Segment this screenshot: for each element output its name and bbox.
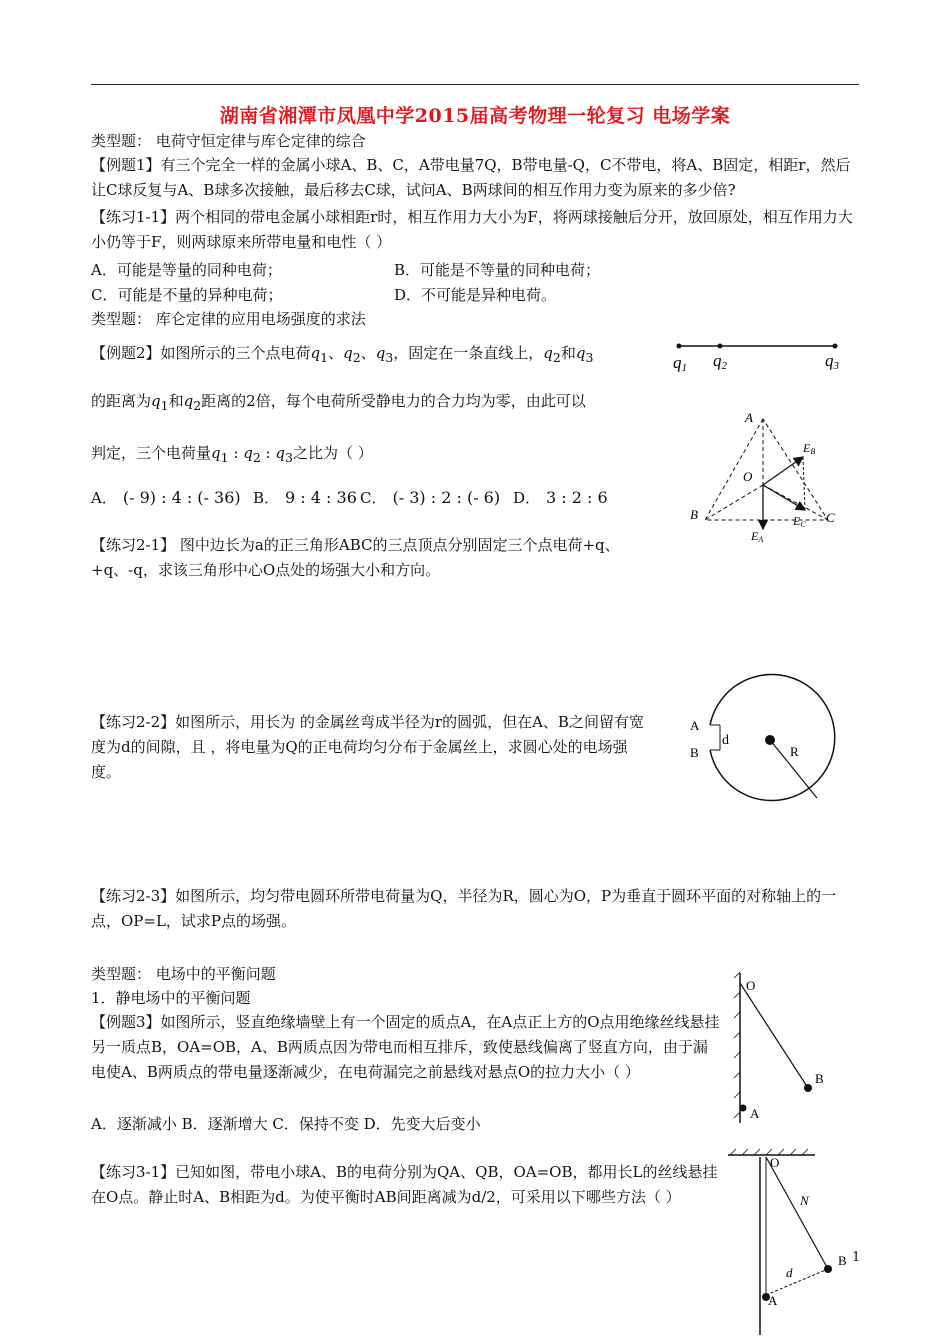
type-heading-2: 类型题： 库仑定律的应用电场强度的求法 [91, 310, 366, 328]
vertex-c-label: C [826, 510, 835, 525]
page-title: 湖南省湘潭市凤凰中学2015届高考物理一轮复习 电场学案 [219, 105, 731, 127]
option-c: C．可能是不量的异种电荷； [91, 286, 283, 304]
option-a: A．可能是等量的同种电荷； [91, 261, 282, 279]
choice-d: D． 3 : 2 : 6 [513, 488, 608, 507]
ball-b-label-2: B [838, 1253, 847, 1268]
practice-2-1: 【练习2-1】 图中边长为a的正三角形ABC的三点顶点分别固定三个点电荷+q、+q、-q，求该三角形中心O点处的场强大小和方向。 [91, 536, 620, 579]
vertex-a-label: A [745, 410, 753, 425]
type-heading-1: 类型题： 电荷守恒定律与库仑定律的综合 [91, 132, 366, 150]
q3-label: q3 [825, 351, 839, 372]
practice-1-1: 【练习1-1】两个相同的带电金属小球相距r时，相互作用力大小为F，将两球接触后分开，放回原处，相互作用力大小仍等于F，则两球原来所带电量和电性（ ） [91, 208, 853, 251]
vertex-b-label: B [690, 507, 698, 522]
practice-2-2: 【练习2-2】如图所示，用长为 的金属丝弯成半径为r的圆弧，但在A、B之间留有宽度为d的间隙，且 ，将电量为Q的正电荷均匀分布于金属丝上，求圆心处的电场强度。 [91, 713, 644, 781]
page-number: 1 [852, 1250, 861, 1265]
circle-arc-figure [680, 670, 850, 815]
type-heading-3: 类型题： 电场中的平衡问题 [91, 965, 276, 983]
choice-b: B． 9 : 4 : 36 [253, 488, 357, 507]
q1-label: q1 [673, 353, 687, 374]
point-b-label: B [690, 745, 699, 760]
triangle-field-figure [685, 405, 855, 550]
ea-label: EA [751, 529, 764, 544]
wall-pendulum-figure-1 [720, 968, 830, 1128]
example-3-options: A．逐渐减小 B．逐渐增大 C．保持不变 D．先变大后变小 [91, 1115, 481, 1133]
example-1: 【例题1】有三个完全一样的金属小球A、B、C，A带电量7Q，B带电量-Q，C不带电，将A、B固定，相距r，然后让C球反复与A、B球多次接触，最后移去C球，试问A、B两球间的相互作用力变为原来的多少倍? [91, 156, 851, 199]
ec-label: EC [793, 514, 806, 529]
ball-b-label: B [815, 1071, 824, 1086]
q2-label: q2 [713, 351, 727, 372]
example-2-line-3: 判定，三个电荷量$q_1$ : $q_2$ : $q_3$之比为（ ） [91, 444, 373, 465]
example-3: 【例题3】如图所示，竖直绝缘墙壁上有一个固定的质点A，在A点正上方的O点用绝缘丝线悬挂另一质点B，OA=OB，A、B两质点因为带电而相互排斥，致使悬线偏离了竖直方向，由于漏电使A、B两质点的带电量逐渐减少，在电荷漏完之前悬线对悬点O的拉力大小（ ） [91, 1013, 720, 1081]
radius-r-label: R [790, 744, 799, 759]
choice-c: C． (- 3) : 2 : (- 6) [360, 488, 501, 507]
pivot-o-label: O [746, 978, 756, 993]
choice-a: A． (- 9) : 4 : (- 36) [91, 488, 241, 507]
eb-label: EB [803, 441, 816, 456]
line-charges-figure [665, 330, 855, 380]
center-o-label: O [743, 469, 753, 484]
wall-pendulum-figure-2 [720, 1145, 850, 1340]
distance-d-label: d [786, 1265, 793, 1280]
option-b: B．可能是不等量的同种电荷； [394, 261, 601, 279]
ball-a-label: A [750, 1106, 760, 1121]
point-a-label: A [690, 718, 700, 733]
ball-a-label-2: A [768, 1293, 778, 1308]
sub-heading-3-1: 1．静电场中的平衡问题 [91, 989, 251, 1007]
top-rule [91, 84, 859, 85]
example-2-line-2: 的距离为$q_1$和$q_2$距离的2倍，每个电荷所受静电力的合力均为零，由此可以 [91, 392, 586, 413]
example-2-line-1: 【例题2】如图所示的三个点电荷$q_1$、$q_2$、$q_3$，固定在一条直线上，$q_2$和$q_3$ [91, 344, 594, 365]
pivot-o-label-2: O [770, 1155, 780, 1170]
gap-d-label: d [722, 733, 729, 748]
practice-2-3: 【练习2-3】如图所示，均匀带电圆环所带电荷量为Q，半径为R，圆心为O，P为垂直于圆环平面的对称轴上的一点，OP=L，试求P点的场强。 [91, 887, 837, 930]
n-label: N [800, 1193, 809, 1208]
option-d: D．不可能是异种电荷。 [394, 286, 557, 304]
practice-3-1: 【练习3-1】已知如图，带电小球A、B的电荷分别为QA、QB，OA=OB，都用长L的丝线悬挂在O点。静止时A、B相距为d。为使平衡时AB间距离减为d/2，可采用以下哪些方法（ ） [91, 1163, 718, 1206]
